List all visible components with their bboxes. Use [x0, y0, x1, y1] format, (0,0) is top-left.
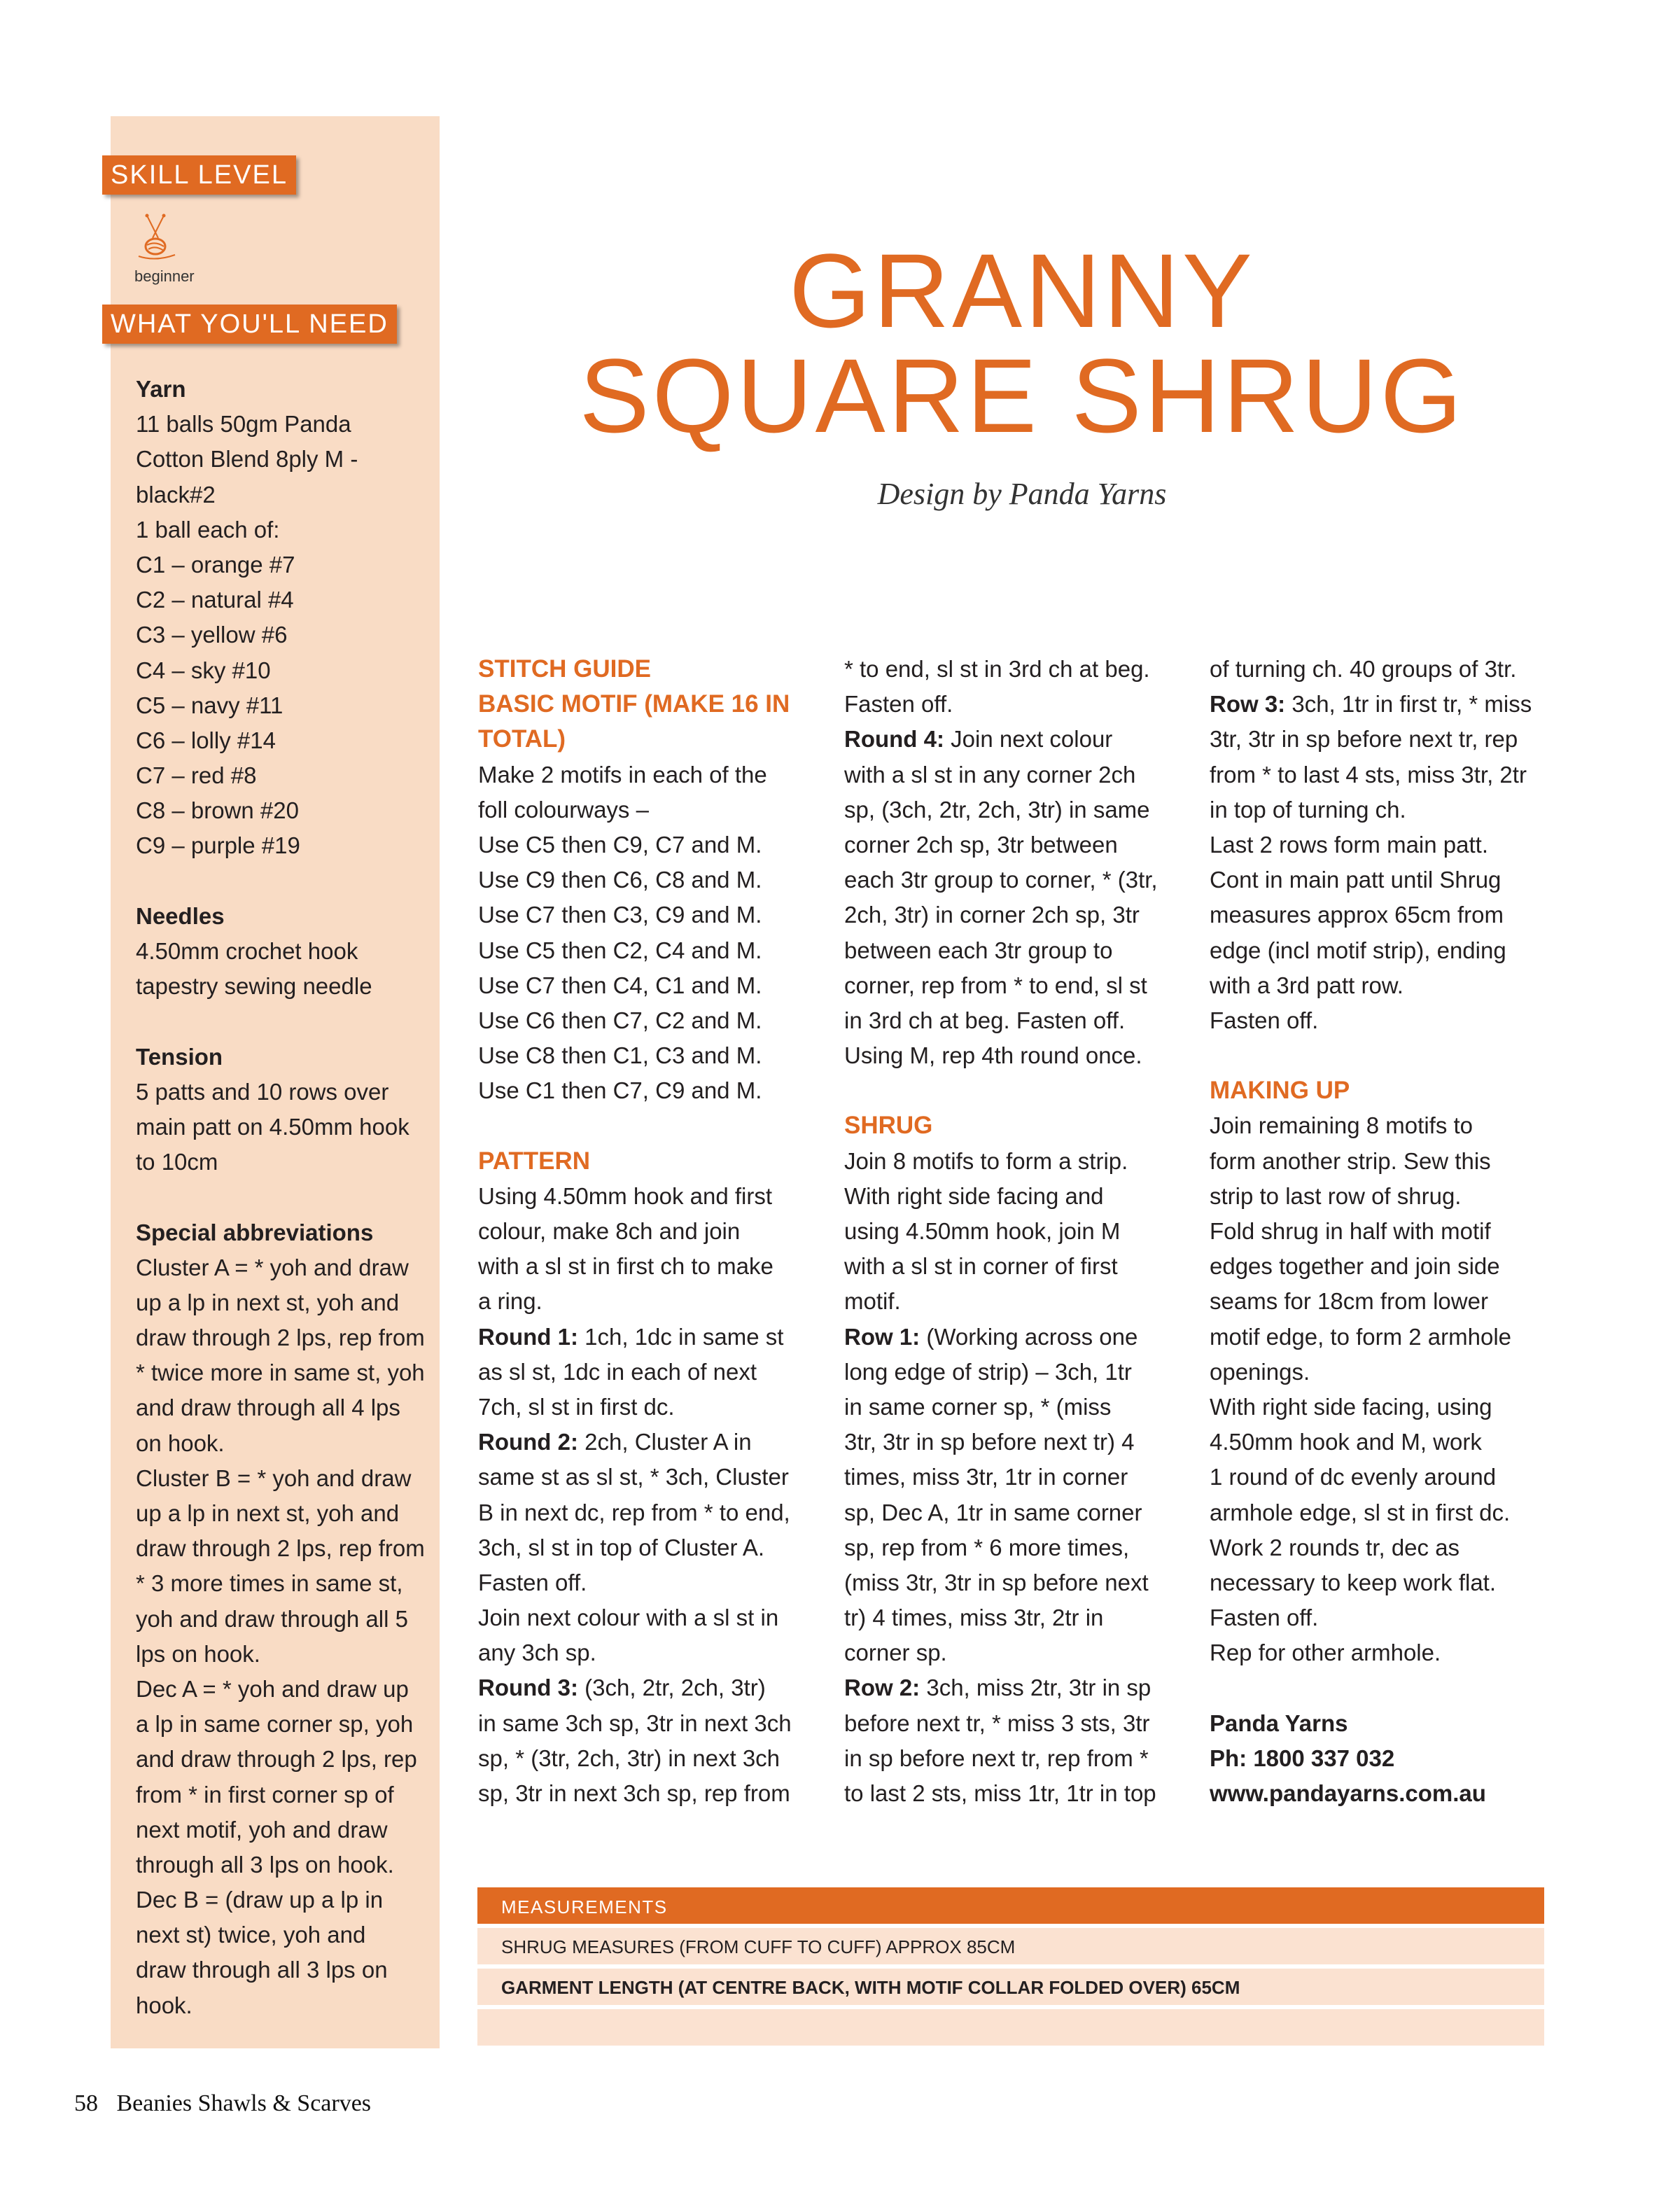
list-line: and draw through all 4 lps: [136, 1395, 400, 1421]
instruction-line: [844, 1038, 1194, 1073]
line-text: in top of turning ch.: [1210, 796, 1406, 823]
list-line: 5 patts and 10 rows over: [136, 1078, 389, 1105]
line-text: Use C7 then C3, C9 and M.: [478, 902, 762, 928]
instruction-line: [1210, 1460, 1560, 1495]
line-text: corner sp.: [844, 1640, 947, 1666]
what-you-need-tag: WHAT YOU'LL NEED: [102, 305, 397, 344]
byline: Design by Panda Yarns: [877, 477, 1167, 511]
instruction-line: [1210, 1355, 1560, 1390]
instruction-line: [1210, 897, 1560, 932]
list-line: next st) twice, yoh and: [136, 1922, 366, 1948]
instruction-line: [1210, 1214, 1560, 1249]
line-text: Fasten off.: [844, 691, 953, 718]
instruction-line: [844, 827, 1194, 862]
line-text: sp, 3tr in next 3ch sp, rep from: [478, 1780, 790, 1806]
line-text: Work 2 rounds tr, dec as: [1210, 1534, 1460, 1560]
list-line: draw through 2 lps, rep from: [136, 1535, 425, 1562]
instruction-line: [1210, 1565, 1560, 1600]
instruction-line: [844, 757, 1194, 792]
list-line: [136, 1180, 437, 1215]
title-line-1: GRANNY: [789, 232, 1255, 349]
line-text: Join next colour with a sl st in: [478, 1605, 779, 1631]
instruction-line: [844, 968, 1194, 1003]
line-text: in same 3ch sp, 3tr in next 3ch: [478, 1710, 792, 1736]
line-text: Use C8 then C1, C3 and M.: [478, 1042, 762, 1069]
instructions-column-2: [844, 652, 1194, 1811]
list-line: C8 – brown #20: [136, 797, 299, 824]
list-line: tapestry sewing needle: [136, 973, 372, 1000]
line-text: 3tr, 3tr in sp before next tr) 4: [844, 1429, 1135, 1455]
instruction-line: [844, 1284, 1194, 1319]
line-text: B in next dc, rep from * to end,: [478, 1499, 790, 1525]
line-text: Join 8 motifs to form a strip.: [844, 1147, 1128, 1174]
line-text: Use C7 then C4, C1 and M.: [478, 972, 762, 998]
line-text: (miss 3tr, 3tr in sp before next: [844, 1569, 1149, 1595]
line-text: MAKING UP: [1210, 1077, 1350, 1105]
measurements-header: MEASUREMENTS: [477, 1887, 1544, 1924]
instruction-line: [1210, 1530, 1560, 1565]
step-label: Panda Yarns: [1210, 1710, 1348, 1736]
instruction-line: [1210, 1390, 1560, 1425]
instruction-line: [478, 1073, 828, 1108]
instruction-line: [844, 862, 1194, 897]
list-line: [136, 1004, 437, 1039]
list-line: from * in first corner sp of: [136, 1781, 394, 1808]
instruction-line: [844, 897, 1194, 932]
line-text: Fasten off.: [1210, 1605, 1319, 1631]
line-text: with a sl st in any corner 2ch: [844, 761, 1136, 788]
list-line: * 3 more times in same st,: [136, 1570, 403, 1597]
line-text: from * to last 4 sts, miss 3tr, 2tr: [1210, 761, 1527, 788]
section-heading: [478, 722, 828, 757]
instruction-line: [478, 1425, 828, 1460]
instruction-line: [844, 1179, 1194, 1214]
list-line: through all 3 lps on hook.: [136, 1851, 394, 1878]
instruction-line: [1210, 1284, 1560, 1319]
instruction-line: [844, 1495, 1194, 1530]
list-line: C1 – orange #7: [136, 551, 295, 578]
line-text: Using 4.50mm hook and first: [478, 1182, 773, 1209]
line-text: 3ch, sl st in top of Cluster A.: [478, 1534, 765, 1560]
line-text: with a 3rd patt row.: [1210, 972, 1404, 998]
list-line: black#2: [136, 481, 216, 508]
instruction-line: [1210, 968, 1560, 1003]
instruction-line: [844, 687, 1194, 722]
instruction-line: [478, 1284, 828, 1319]
list-line: 4.50mm crochet hook: [136, 938, 358, 964]
line-text: 4.50mm hook and M, work: [1210, 1429, 1482, 1455]
line-text: in sp before next tr, rep from *: [844, 1745, 1149, 1771]
instruction-line: [478, 1320, 828, 1355]
line-text: times, miss 3tr, 1tr in corner: [844, 1464, 1128, 1490]
list-line: C7 – red #8: [136, 762, 257, 789]
section-heading: Tension: [136, 1043, 223, 1070]
line-text: each 3tr group to corner, * (3tr,: [844, 867, 1158, 893]
instructions-column-3: [1210, 652, 1560, 1811]
line-text: 1ch, 1dc in same st: [578, 1323, 784, 1350]
instruction-line: [844, 1670, 1194, 1705]
line-text: between each 3tr group to: [844, 937, 1113, 963]
instruction-line: [844, 1530, 1194, 1565]
line-text: with a sl st in corner of first: [844, 1253, 1118, 1280]
list-line: C2 – natural #4: [136, 587, 294, 613]
line-text: Fasten off.: [478, 1569, 587, 1595]
line-text: colour, make 8ch and join: [478, 1218, 741, 1244]
instruction-line: [1210, 1108, 1560, 1143]
line-text: in same corner sp, * (miss: [844, 1393, 1112, 1420]
instruction-line: [478, 1635, 828, 1670]
line-text: Fasten off.: [1210, 1007, 1319, 1033]
step-label: Round 2:: [478, 1429, 578, 1455]
instruction-line: [478, 1495, 828, 1530]
line-text: long edge of strip) – 3ch, 1tr: [844, 1358, 1132, 1385]
instruction-line: [478, 827, 828, 862]
line-text: strip to last row of shrug.: [1210, 1182, 1462, 1209]
list-line: 11 balls 50gm Panda: [136, 411, 351, 438]
publication-name: Beanies Shawls & Scarves: [116, 2090, 372, 2116]
instruction-line: [1210, 1670, 1560, 1705]
line-text: STITCH GUIDE: [478, 655, 651, 683]
line-text: Cont in main patt until Shrug: [1210, 867, 1502, 893]
line-text: Use C9 then C6, C8 and M.: [478, 867, 762, 893]
line-text: of turning ch. 40 groups of 3tr.: [1210, 656, 1517, 682]
instruction-line: [478, 1460, 828, 1495]
list-line: Cluster A = * yoh and draw: [136, 1254, 409, 1280]
line-text: edges together and join side: [1210, 1253, 1500, 1280]
instruction-line: [844, 1355, 1194, 1390]
instruction-line: [478, 1670, 828, 1705]
line-text: 2ch, Cluster A in: [578, 1429, 752, 1455]
instruction-line: [1210, 1144, 1560, 1179]
step-label: Round 4:: [844, 726, 944, 753]
instruction-line: [844, 1565, 1194, 1600]
instruction-line: [478, 757, 828, 792]
instruction-line: [478, 1003, 828, 1038]
measurements-table: [477, 1887, 1544, 2046]
list-line: next motif, yoh and draw: [136, 1816, 388, 1843]
instruction-line: [478, 1249, 828, 1284]
section-heading: Special abbreviations: [136, 1219, 374, 1245]
instruction-line: [478, 1600, 828, 1635]
page-number: 58: [74, 2090, 98, 2116]
section-heading: Needles: [136, 902, 225, 929]
list-line: and draw through 2 lps, rep: [136, 1746, 417, 1773]
list-line: Dec A = * yoh and draw up: [136, 1675, 409, 1702]
line-text: seams for 18cm from lower: [1210, 1288, 1488, 1315]
instruction-line: [1210, 862, 1560, 897]
list-line: draw through 2 lps, rep from: [136, 1325, 425, 1351]
list-line: on hook.: [136, 1430, 225, 1456]
line-text: motif.: [844, 1288, 901, 1315]
instruction-line: [478, 1530, 828, 1565]
line-text: before next tr, * miss 3 sts, 3tr: [844, 1710, 1150, 1736]
line-text: sp, Dec A, 1tr in same corner: [844, 1499, 1142, 1525]
line-text: 3ch, 1tr in first tr, * miss: [1285, 691, 1532, 718]
line-text: as sl st, 1dc in each of next: [478, 1358, 757, 1385]
measurement-row: SHRUG MEASURES (FROM CUFF TO CUFF) APPROX 85CM: [477, 1928, 1544, 1964]
instruction-line: [1210, 1320, 1560, 1355]
instruction-line: [1210, 1600, 1560, 1635]
instruction-line: [478, 933, 828, 968]
list-line: draw through all 3 lps on: [136, 1957, 388, 1983]
list-line: a lp in same corner sp, yoh: [136, 1711, 414, 1738]
line-text: Rep for other armhole.: [1210, 1640, 1441, 1666]
instruction-line: [1210, 1179, 1560, 1214]
instruction-line: [844, 1073, 1194, 1108]
instruction-line: [844, 1214, 1194, 1249]
line-text: With right side facing, using: [1210, 1393, 1492, 1420]
step-label: Row 1:: [844, 1323, 920, 1350]
list-line: 1 ball each of:: [136, 516, 280, 543]
line-text: Join next colour: [944, 726, 1113, 753]
line-text: sp, (3ch, 2tr, 2ch, 3tr) in same: [844, 796, 1150, 823]
instruction-line: [478, 862, 828, 897]
instruction-line: [1210, 1003, 1560, 1038]
line-text: motif edge, to form 2 armhole: [1210, 1323, 1512, 1350]
instruction-line: [478, 1390, 828, 1425]
list-line: up a lp in next st, yoh and: [136, 1500, 400, 1526]
instruction-line: [844, 1600, 1194, 1635]
list-line: * twice more in same st, yoh: [136, 1360, 425, 1386]
instruction-line: [478, 1355, 828, 1390]
instruction-line: [844, 1460, 1194, 1495]
list-line: C3 – yellow #6: [136, 622, 288, 648]
line-text: sp, rep from * 6 more times,: [844, 1534, 1130, 1560]
instruction-line: [478, 1038, 828, 1073]
list-line: [136, 864, 437, 899]
line-text: edge (incl motif strip), ending: [1210, 937, 1506, 963]
instruction-line: [1210, 1706, 1560, 1741]
page-title: [532, 232, 1512, 454]
list-line: main patt on 4.50mm hook: [136, 1113, 410, 1140]
line-text: Using M, rep 4th round once.: [844, 1042, 1142, 1069]
list-line: C6 – lolly #14: [136, 727, 276, 753]
line-text: With right side facing and: [844, 1182, 1104, 1209]
line-text: same st as sl st, * 3ch, Cluster: [478, 1464, 789, 1490]
line-text: sp, * (3tr, 2ch, 3tr) in next 3ch: [478, 1745, 780, 1771]
instruction-line: [844, 1741, 1194, 1776]
instruction-line: [1210, 1776, 1560, 1811]
instruction-line: [1210, 1038, 1560, 1073]
instruction-line: [844, 1249, 1194, 1284]
instruction-line: [844, 722, 1194, 757]
instruction-line: [478, 792, 828, 827]
list-line: Cotton Blend 8ply M -: [136, 446, 358, 473]
line-text: 1 round of dc evenly around: [1210, 1464, 1497, 1490]
line-text: foll colourways –: [478, 796, 649, 823]
section-heading: [1210, 1073, 1560, 1108]
line-text: SHRUG: [844, 1112, 933, 1140]
instruction-line: [844, 1320, 1194, 1355]
instruction-line: [1210, 933, 1560, 968]
line-text: measures approx 65cm from: [1210, 902, 1504, 928]
line-text: (3ch, 2tr, 2ch, 3tr): [578, 1675, 766, 1701]
yarn-ball-needles-icon: [133, 210, 182, 266]
line-text: with a sl st in first ch to make: [478, 1253, 774, 1280]
step-label: Row 3:: [1210, 691, 1286, 718]
instruction-line: [1210, 1249, 1560, 1284]
instruction-line: [844, 1706, 1194, 1741]
list-line: C4 – sky #10: [136, 657, 271, 683]
instruction-line: [844, 1144, 1194, 1179]
line-text: armhole edge, sl st in first dc.: [1210, 1499, 1511, 1525]
materials-list: [136, 372, 437, 2023]
line-text: a ring.: [478, 1288, 542, 1315]
line-text: corner 2ch sp, 3tr between: [844, 831, 1118, 858]
list-line: C9 – purple #19: [136, 832, 300, 859]
list-line: lps on hook.: [136, 1640, 260, 1667]
line-text: using 4.50mm hook, join M: [844, 1218, 1121, 1244]
instruction-line: [1210, 1425, 1560, 1460]
line-text: 7ch, sl st in first dc.: [478, 1393, 675, 1420]
section-heading: Yarn: [136, 376, 186, 402]
instruction-line: [478, 1108, 828, 1143]
title-line-2: SQUARE SHRUG: [579, 337, 1465, 454]
line-text: Fold shrug in half with motif: [1210, 1218, 1491, 1244]
instruction-line: [1210, 1635, 1560, 1670]
section-heading: [844, 1108, 1194, 1143]
line-text: (Working across one: [920, 1323, 1138, 1350]
instruction-line: [844, 1425, 1194, 1460]
section-heading: [478, 687, 828, 722]
instruction-line: [1210, 652, 1560, 687]
measurement-row: GARMENT LENGTH (AT CENTRE BACK, WITH MOTIF COLLAR FOLDED OVER) 65CM: [477, 1969, 1544, 2005]
section-heading: [478, 652, 828, 687]
line-text: tr) 4 times, miss 3tr, 2tr in: [844, 1605, 1104, 1631]
line-text: Make 2 motifs in each of the: [478, 761, 767, 788]
line-text: corner, rep from * to end, sl st: [844, 972, 1147, 998]
page-footer: [74, 2090, 371, 2117]
instruction-line: [1210, 792, 1560, 827]
line-text: PATTERN: [478, 1147, 591, 1175]
line-text: 3tr, 3tr in sp before next tr, rep: [1210, 726, 1518, 753]
line-text: Join remaining 8 motifs to: [1210, 1112, 1474, 1139]
instruction-line: [1210, 1495, 1560, 1530]
list-line: up a lp in next st, yoh and: [136, 1289, 400, 1315]
line-text: form another strip. Sew this: [1210, 1147, 1491, 1174]
instruction-line: [844, 652, 1194, 687]
instruction-line: [478, 1179, 828, 1214]
line-text: necessary to keep work flat.: [1210, 1569, 1497, 1595]
skill-level-tag: SKILL LEVEL: [102, 155, 296, 195]
instruction-line: [478, 1741, 828, 1776]
instruction-line: [844, 1635, 1194, 1670]
instruction-line: [478, 1776, 828, 1811]
list-line: hook.: [136, 1992, 192, 2018]
instruction-line: [478, 1565, 828, 1600]
line-text: * to end, sl st in 3rd ch at beg.: [844, 656, 1150, 682]
instruction-line: [478, 1706, 828, 1741]
line-text: BASIC MOTIF (MAKE 16 IN: [478, 690, 790, 718]
list-line: Dec B = (draw up a lp in: [136, 1887, 384, 1913]
step-label: Row 2:: [844, 1675, 920, 1701]
instruction-line: [844, 792, 1194, 827]
line-text: in 3rd ch at beg. Fasten off.: [844, 1007, 1126, 1033]
instruction-line: [1210, 827, 1560, 862]
instruction-line: [1210, 722, 1560, 757]
skill-level-value: beginner: [134, 267, 195, 285]
list-line: Cluster B = * yoh and draw: [136, 1465, 412, 1491]
step-label: Ph: 1800 337 032: [1210, 1745, 1395, 1771]
line-text: any 3ch sp.: [478, 1640, 596, 1666]
list-line: C5 – navy #11: [136, 692, 284, 718]
instruction-line: [1210, 757, 1560, 792]
instruction-line: [844, 1776, 1194, 1811]
instruction-line: [844, 1003, 1194, 1038]
instruction-line: [478, 1214, 828, 1249]
line-text: Last 2 rows form main patt.: [1210, 831, 1488, 858]
instruction-line: [478, 968, 828, 1003]
instruction-line: [1210, 1741, 1560, 1776]
line-text: TOTAL): [478, 725, 566, 753]
line-text: Use C5 then C9, C7 and M.: [478, 831, 762, 858]
line-text: to last 2 sts, miss 1tr, 1tr in top: [844, 1780, 1156, 1806]
line-text: Use C5 then C2, C4 and M.: [478, 937, 762, 963]
line-text: Use C6 then C7, C2 and M.: [478, 1007, 762, 1033]
line-text: 2ch, 3tr) in corner 2ch sp, 3tr: [844, 902, 1140, 928]
line-text: Use C1 then C7, C9 and M.: [478, 1077, 762, 1104]
instruction-line: [844, 1390, 1194, 1425]
instruction-line: [478, 897, 828, 932]
measurement-row: [477, 2009, 1544, 2046]
list-line: yoh and draw through all 5: [136, 1605, 408, 1632]
section-heading: [478, 1144, 828, 1179]
instruction-line: [844, 933, 1194, 968]
line-text: openings.: [1210, 1358, 1310, 1385]
line-text: 3ch, miss 2tr, 3tr in sp: [920, 1675, 1152, 1701]
list-line: to 10cm: [136, 1149, 218, 1175]
instructions-column-1: [478, 652, 828, 1811]
step-label: www.pandayarns.com.au: [1210, 1780, 1486, 1806]
step-label: Round 1:: [478, 1323, 578, 1350]
step-label: Round 3:: [478, 1675, 578, 1701]
instruction-line: [1210, 687, 1560, 722]
